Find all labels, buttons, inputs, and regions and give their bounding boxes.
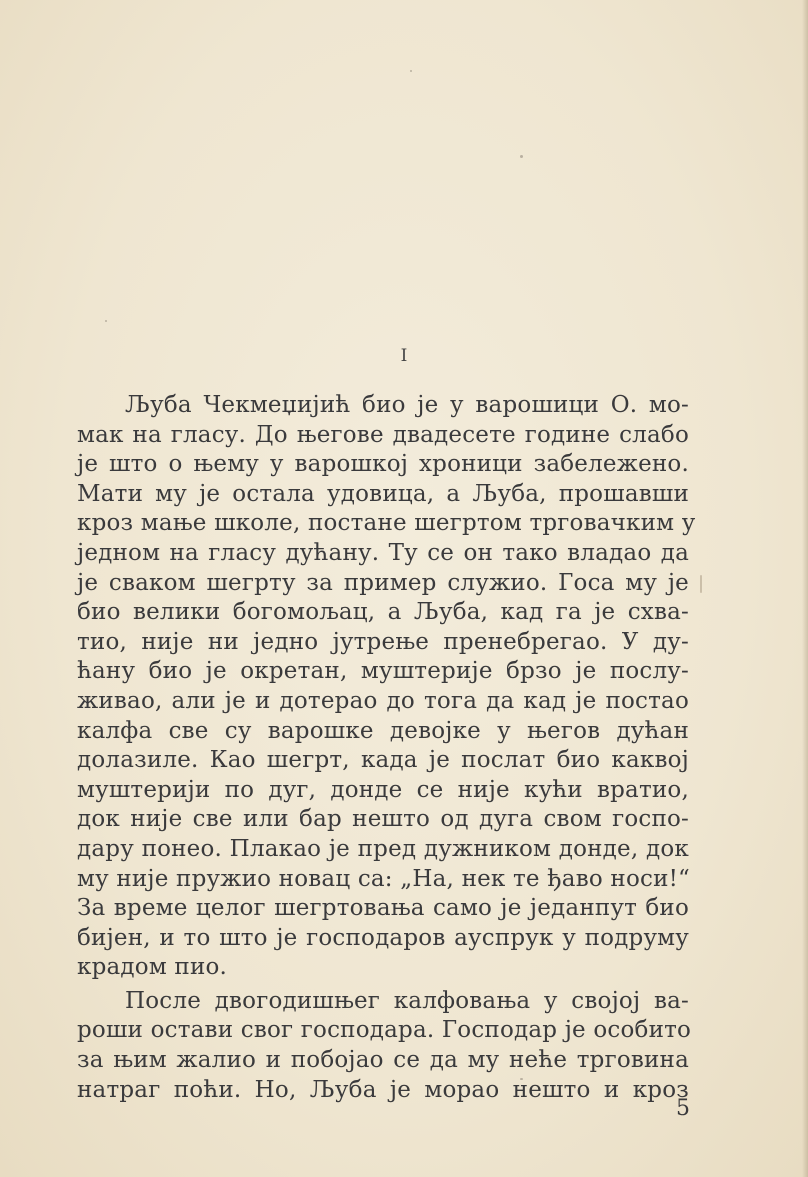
- text-line: Мати му је остала удовица, а Љуба, прошавши: [77, 480, 689, 507]
- text-line: је што о њему у варошкој хроници забележено.: [77, 451, 689, 478]
- paper-speck: [700, 575, 702, 593]
- text-line: За време целог шегртовања само је једанпут био: [77, 895, 689, 922]
- text-line: једном на гласу дућану. Ту се он тако владао да: [77, 539, 689, 566]
- text-line: Љуба Чекмеџијић био је у варошици О. мо-: [125, 392, 689, 418]
- section-number: I: [400, 346, 408, 366]
- paragraph-2: [77, 987, 692, 1105]
- text-line: је сваком шегрту за пример служио. Госа му је: [77, 569, 689, 596]
- body-text: [77, 391, 696, 1105]
- text-line: роши остави свог господара. Господар је особито: [77, 1017, 692, 1044]
- text-line: муштерији по дуг, донде се није кући вратио,: [77, 776, 689, 803]
- text-line: крадом пио.: [77, 954, 228, 981]
- text-line: док није све или бар нешто од дуга свом госпо-: [77, 806, 689, 833]
- text-line: ћану био је окретан, муштерије брзо је послу-: [77, 658, 689, 685]
- text-line: био велики богомољац, а Љуба, кад га је схва-: [77, 599, 689, 626]
- paper-speck: [410, 70, 412, 72]
- text-line: тио, није ни једно јутрење пренебрегао. У ду-: [77, 628, 689, 655]
- text-line: му није пружио новац са: „На, нек те ђаво носи!“: [77, 865, 691, 892]
- text-line: кроз мање школе, постане шегртом трговачким у: [77, 510, 696, 537]
- page-number: 5: [676, 1096, 690, 1121]
- paper-speck: [105, 320, 107, 322]
- text-line: дару понео. Плакао је пред дужником донде, док: [77, 835, 689, 862]
- text-line: бијен, и то што је господаров ауспрук у подруму: [77, 924, 689, 951]
- text-line: калфа све су варошке девојке у његов дућан: [77, 717, 689, 744]
- paper-speck: [520, 155, 523, 158]
- text-line: живао, али је и дотерао до тога да кад је постао: [77, 687, 689, 714]
- text-line: натраг поћи. Но, Љуба је морао нешто и кроз: [77, 1076, 689, 1103]
- text-line: мак на гласу. До његове двадесете године слабо: [77, 421, 689, 448]
- paragraph-1: [77, 391, 696, 983]
- text-line: за њим жалио и побојао се да му неће трговина: [77, 1047, 689, 1074]
- text-line: долазиле. Као шегрт, када је послат био каквој: [77, 747, 689, 774]
- page-edge-shadow: [802, 0, 808, 1177]
- text-line: После двогодишњег калфовања у својој ва-: [125, 987, 689, 1014]
